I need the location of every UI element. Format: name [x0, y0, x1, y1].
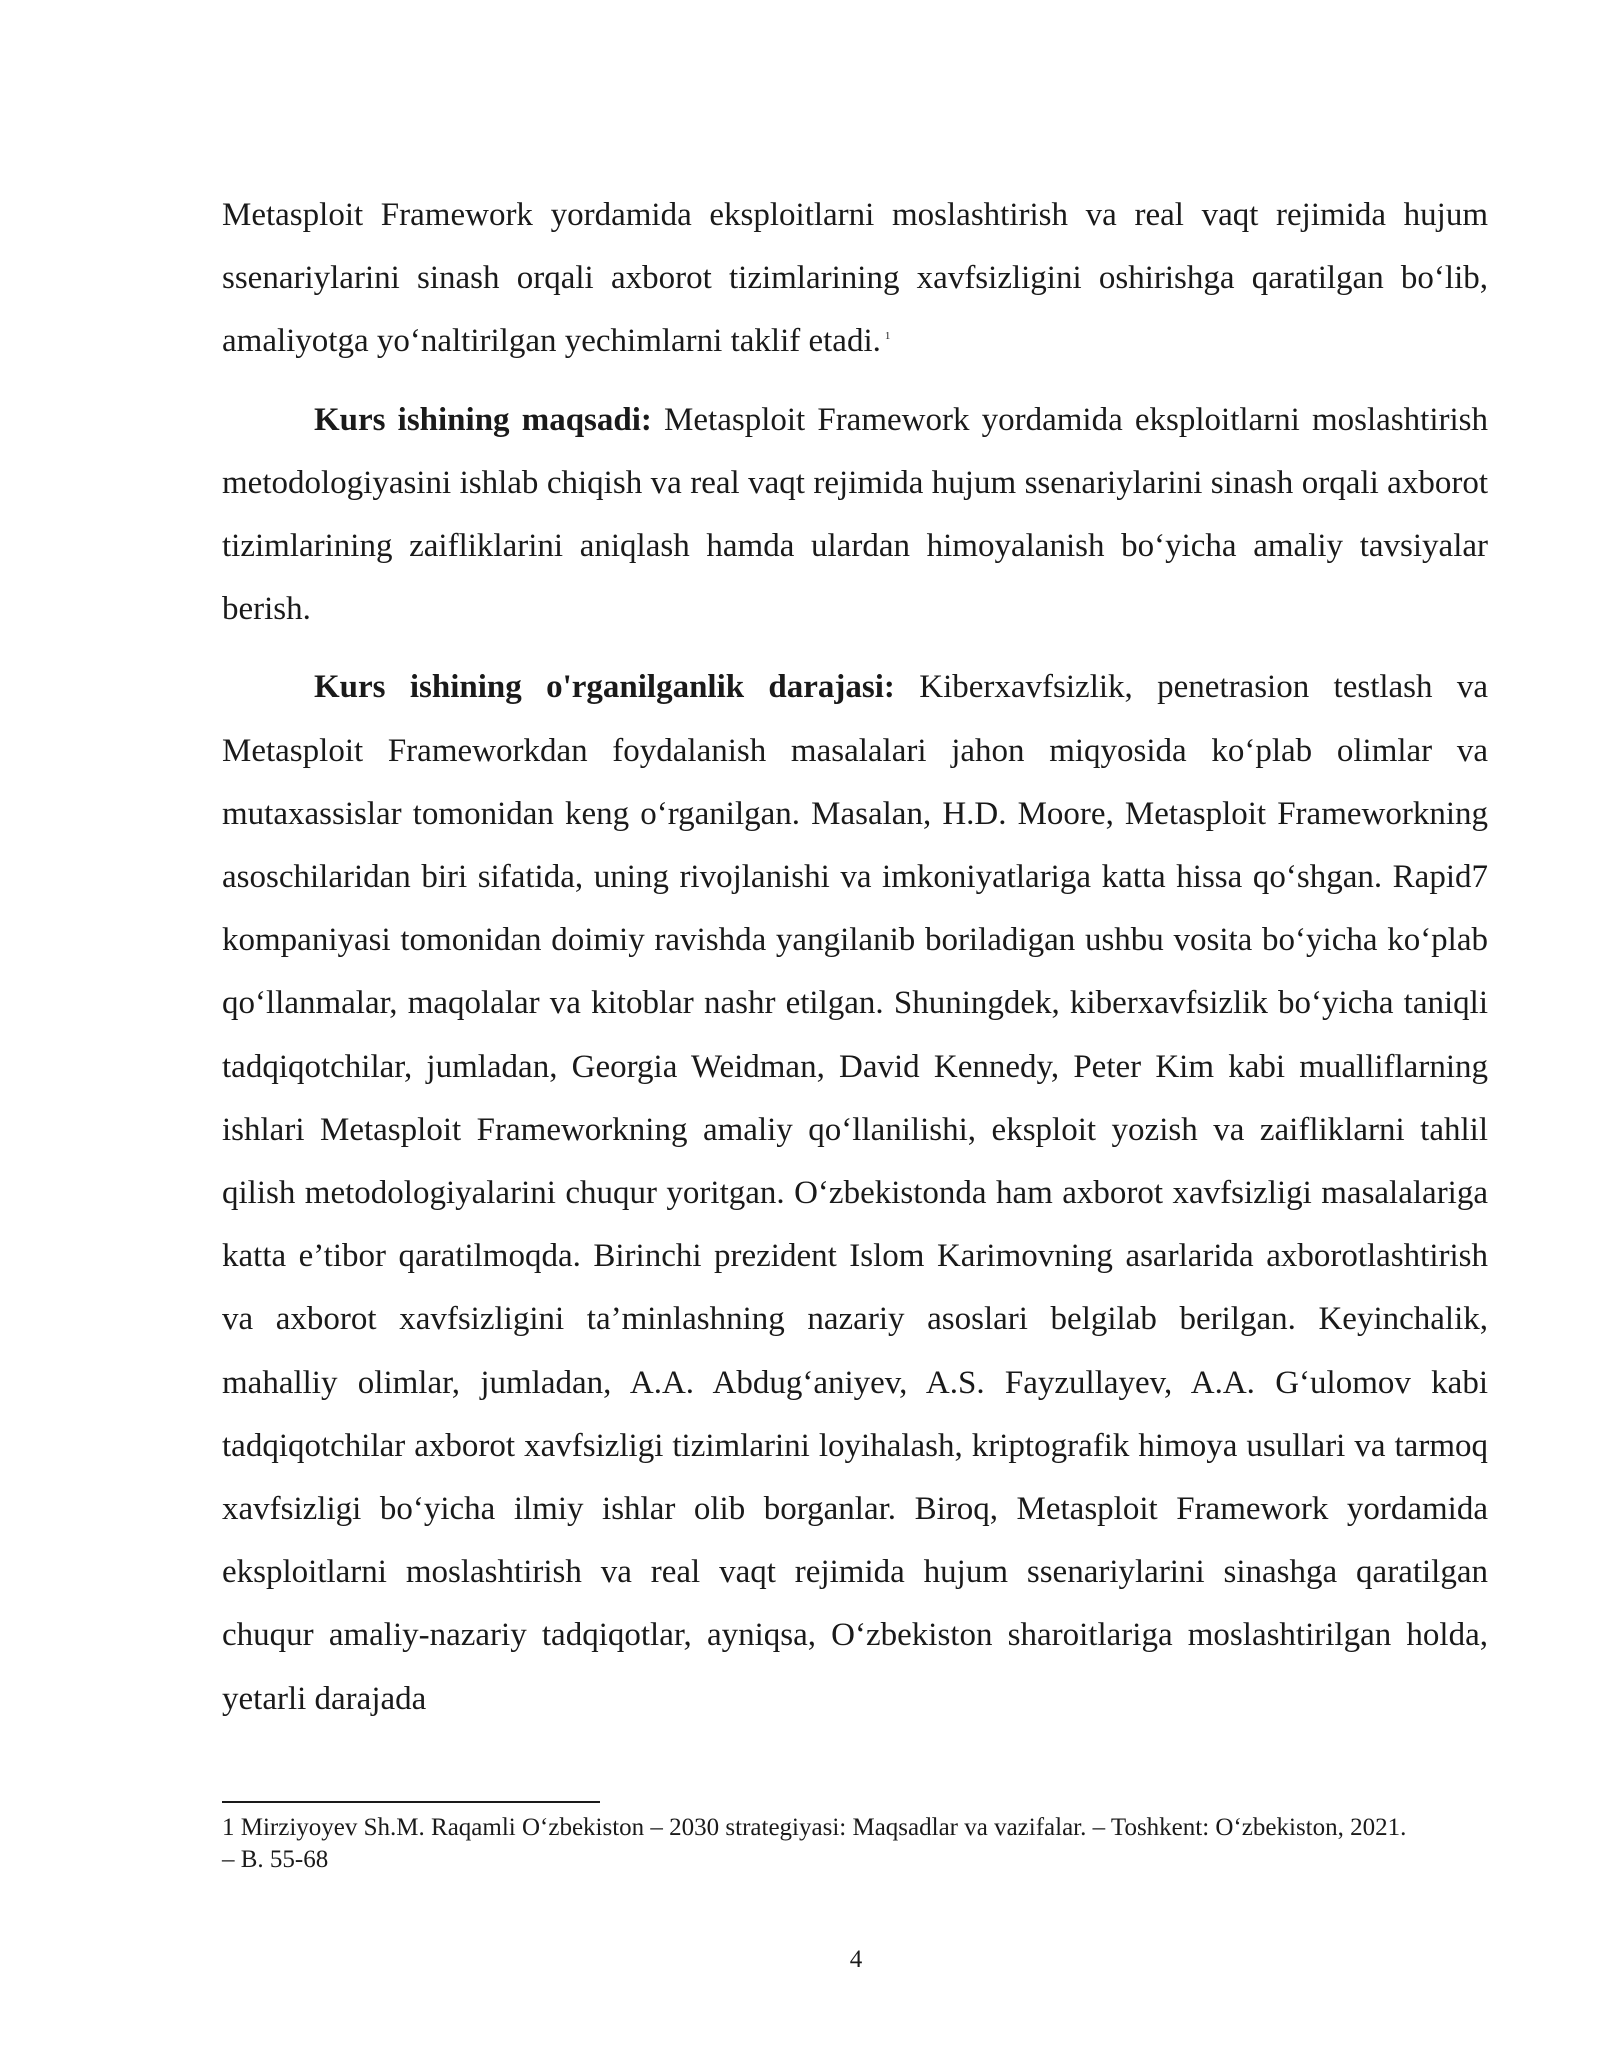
footnote-reference[interactable]: 1 — [884, 330, 891, 343]
paragraph-heading-study-level: Kurs ishining o'rganilganlik darajasi: — [314, 669, 895, 706]
paragraph-study-level — [222, 656, 1488, 1730]
footnote-separator — [222, 1801, 600, 1803]
paragraph-text: Kiberxavfsizlik, penetrasion testlash va Metasploit Frameworkdan foydalanish masalalari jahon miqyosida ko‘plab olimlar va mutaxassislar tomonidan keng o‘rganilgan. Masalan, H.D. Moore, Metasploit Frameworkning asoschilaridan biri sifatida, uning rivojlanishi va imkoniyatlariga katta hissa qo‘shgan. Rapid7 kompaniyasi tomonidan doimiy ravishda yangilanib boriladigan ushbu vosita bo‘yicha ko‘plab qo‘llanmalar, maqolalar va kitoblar nashr etilgan. Shuningdek, kiberxavfsizlik bo‘yicha taniqli tadqiqotchilar, jumladan, Georgia Weidman, David Kennedy, Peter Kim kabi mualliflarning ishlari Metasploit Frameworkning amaliy qo‘llanilishi, eksploit yozish va zaifliklarni tahlil qilish metodologiyalarini chuqur yoritgan. O‘zbekistonda ham axborot xavfsizligi masalalariga katta e’tibor qaratilmoqda. Birinchi prezident Islom Karimovning asarlarida axborotlashtirish va axborot xavfsizligini ta’minlashning nazariy asoslari belgilab berilgan. Keyinchalik, mahalliy olimlar, jumladan, A.A. Abdug‘aniyev, A.S. Fayzullayev, A.A. G‘ulomov kabi tadqiqotchilar axborot xavfsizligi tizimlarini loyihalash, kriptografik himoya usullari va tarmoq xavfsizligi bo‘yicha ilmiy ishlar olib borganlar. Biroq, Metasploit Framework yordamida eksploitlarni moslashtirish va real vaqt rejimida hujum ssenariylarini sinashga qaratilgan chuqur amaliy-nazariy tadqiqotlar, ayniqsa, O‘zbekiston sharoitlariga moslashtirilgan holda, yetarli darajada — [222, 669, 1488, 1717]
paragraph-goal — [222, 389, 1488, 642]
paragraph-heading-goal: Kurs ishining maqsadi: — [314, 401, 652, 438]
paragraph-intro-continuation — [222, 184, 1488, 374]
paragraph-text: Metasploit Framework yordamida eksploitlarni moslashtirish metodologiyasini ishlab chiqish va real vaqt rejimida hujum ssenariylarini sinash orqali axborot tizimlarining zaifliklarini aniqlash hamda ulardan himoyalanish bo‘yicha amaliy tavsiyalar berish. — [222, 401, 1488, 628]
body-text — [222, 184, 1488, 1731]
paragraph-text: Metasploit Framework yordamida eksploitlarni moslashtirish va real vaqt rejimida hujum ssenariylarini sinash orqali axborot tizimlarining xavfsizligini oshirishga qaratilgan bo‘lib, amaliyotga yo‘naltirilgan yechimlarni taklif etadi. — [222, 197, 1488, 360]
page-number: 4 — [849, 1946, 863, 1973]
footnote: 1 Mirziyoyev Sh.M. Raqamli O‘zbekiston – 2030 strategiyasi: Maqsadlar va vazifalar. – Toshkent: O‘zbekiston, 2021. – B. 55-68 — [222, 1814, 1407, 1873]
